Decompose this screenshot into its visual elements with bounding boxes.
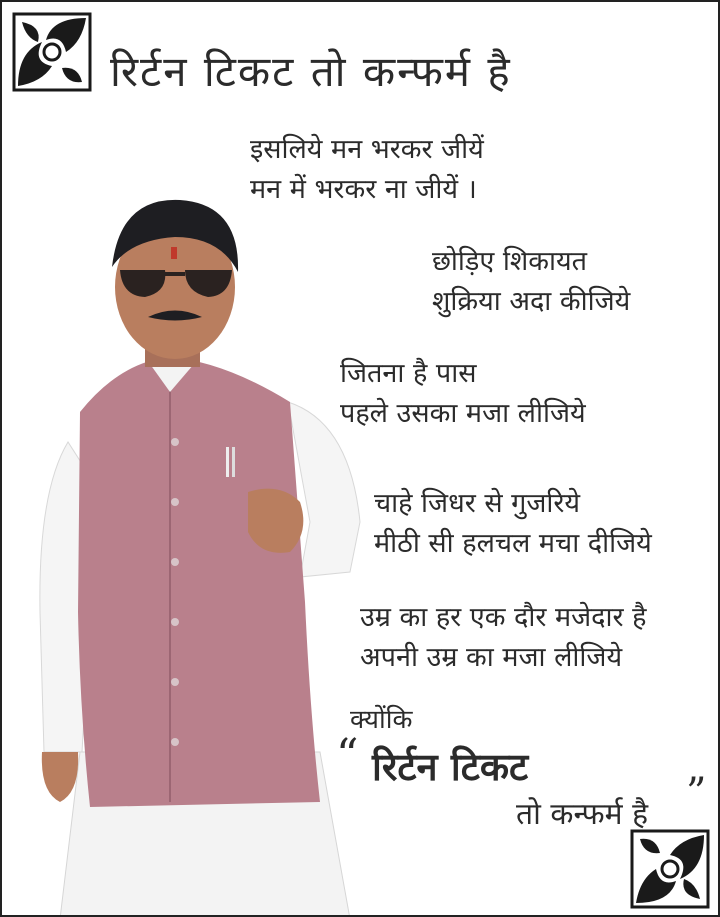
verse-2	[432, 242, 630, 322]
verse-4	[374, 484, 652, 564]
verse-3	[340, 354, 586, 434]
close-quote: ”	[686, 770, 707, 816]
verse-line: मीठी सी हलचल मचा दीजिये	[374, 528, 652, 559]
because-label: क्योंकि	[350, 705, 413, 735]
verse-5	[360, 598, 646, 678]
verse-line: छोड़िए शिकायत	[432, 246, 588, 277]
verse-line: मन में भरकर ना जीयें ।	[250, 174, 477, 205]
verse-line: उम्र का हर एक दौर मजेदार है	[360, 602, 647, 633]
floral-ornament-icon	[630, 829, 710, 909]
confirmed-text: तो कन्फर्म है	[516, 797, 649, 832]
verse-line: अपनी उम्र का मजा लीजिये	[360, 642, 623, 673]
verse-line: शुक्रिया अदा कीजिये	[432, 286, 631, 317]
open-quote: “	[336, 730, 359, 781]
verse-line: जितना है पास	[340, 358, 477, 389]
man-portrait	[20, 192, 370, 917]
verse-line: चाहे जिधर से गुजरिये	[374, 488, 581, 519]
verse-line: इसलिये मन भरकर जीयें	[250, 134, 484, 165]
verse-line: पहले उसका मजा लीजिये	[340, 398, 586, 429]
poster-title: रिर्टन टिकट तो कन्फर्म है	[110, 47, 512, 96]
return-ticket-text: रिर्टन टिकट	[372, 745, 529, 789]
floral-ornament-icon	[12, 12, 92, 92]
